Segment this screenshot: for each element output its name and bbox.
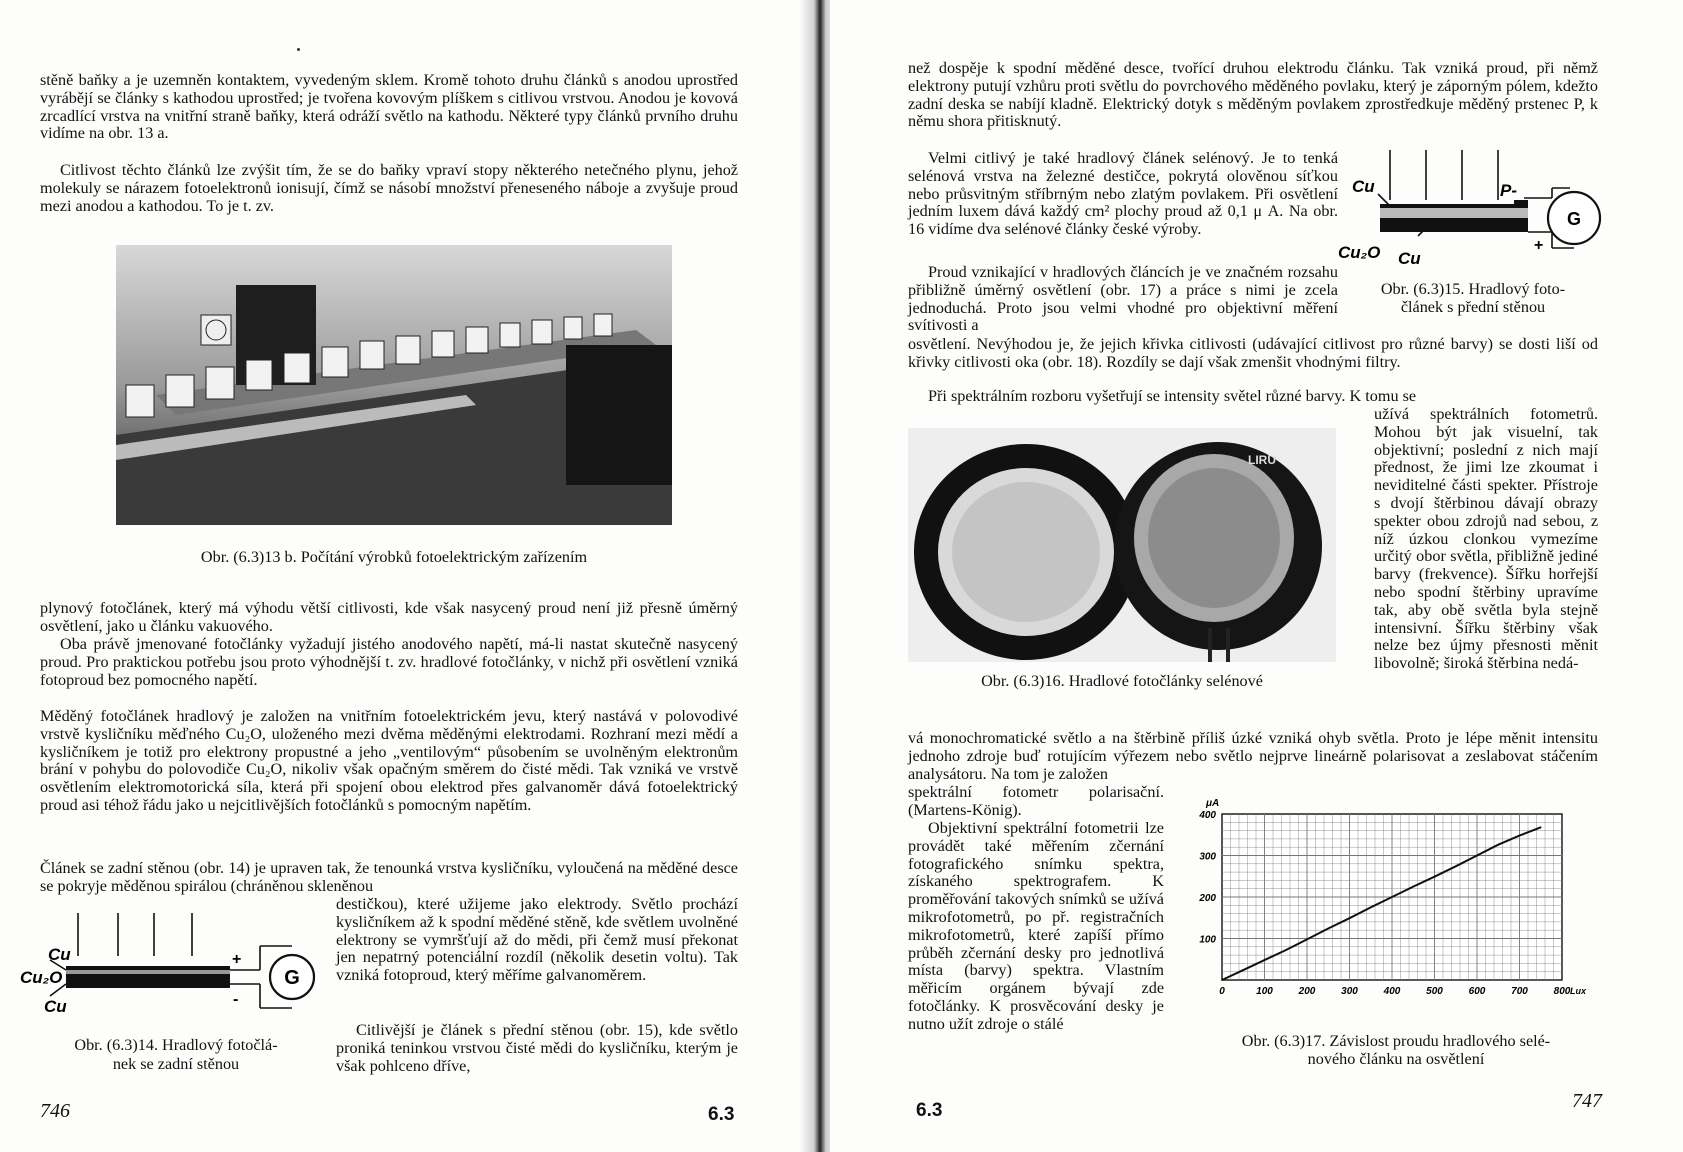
left-paragraph-4: Oba právě jmenované fotočlánky vyžadují jistého anodového napětí, má-li nastat skutečně nasycený proud. Pro praktickou potřebu jsou proto výhodnější t. zv. hradlové fotočlánky, v nichž při osvětlení vzniká fotoproud bez pomocného napětí. <box>40 635 738 689</box>
chart-point <box>1540 826 1542 828</box>
chart-x-tick-label: 700 <box>1511 986 1528 997</box>
chart-point <box>1349 917 1351 919</box>
chart-point <box>1412 886 1414 888</box>
chart-point <box>1242 969 1244 971</box>
fig15-label-ring: P- <box>1500 181 1517 200</box>
fig14-plus: + <box>232 951 242 968</box>
right-paragraph-8: spektrální fotometr polarisační. (Martens-König). <box>908 783 1164 819</box>
chart-point <box>1519 835 1521 837</box>
left-paragraph-1: stěně baňky a je uzemněn kontaktem, vyvedeným sklem. Kromě tohoto druhu článků s anodou uprostřed vyrábějí se články s kathodou uprostřed; je tvořena kovovým plíškem s citlivou vrstvou. Anodou je kovová zrcadlící vrstva na vnitřní straně baňky, která odráží světlo na kathodu. Některé typy článků prvního druhu vidíme na obr. 13 a. <box>40 71 738 143</box>
chart-y-tick-label: 200 <box>1199 893 1216 904</box>
fig15-plus: + <box>1534 237 1544 254</box>
chart-point <box>1306 939 1308 941</box>
right-page <box>830 0 1683 1152</box>
fig15-caption-line2: článek s přední stěnou <box>1400 298 1546 316</box>
fig15-label-bottom: Cu <box>1398 249 1421 268</box>
chart-x-tick-label: 500 <box>1426 986 1443 997</box>
fig13b-caption: Obr. (6.3)13 b. Počítání výrobků fotoelektrickým zařízením <box>200 548 588 566</box>
chart-x-tick-label: 800 <box>1553 986 1571 997</box>
left-paragraph-7: destičkou), které užijeme jako elektrody. Světlo prochází kysličníkem až k spodní měděné stěně, kde světlem uvolněné elektrony se vymršťují až do mědi, při čemž musí překonat jen nepatrný potenciální rozdíl (několik desetin voltu). Tak vzniká fotoproud, který měříme galvanoměrem. <box>336 895 738 985</box>
right-paragraph-4: osvětlení. Nevýhodou je, že jejich křivka citlivosti (udávající citlivost pro různé barvy) se dosti liší od křivky citlivosti oka (obr. 18). Rozdíly se dají však zmenšit vhodnými filtry. <box>908 335 1598 371</box>
fig17-chart <box>1170 796 1610 1016</box>
chart-point <box>1327 928 1329 930</box>
right-page-number: 747 <box>1572 1090 1602 1112</box>
speck <box>297 48 300 51</box>
chart-point <box>1391 896 1393 898</box>
chart-y-tick-label: 300 <box>1199 851 1216 863</box>
photo-selenium-cells <box>908 428 1336 662</box>
chart-x-ticks <box>1219 986 1587 997</box>
right-paragraph-1: než dospěje k spodní měděné desce, tvořící druhou elektrodu článku. Tak vzniká proud, při němž elektrony putují vzhůru proti světlu do povrchového měděného povlaku, který je záporným pólem, kdežto zadní deska se nabíjí kladně. Elektrický dotyk s měděným povlakem zprostředkuje měděný prstenec P, k němu shora přitisknutý. <box>908 59 1598 131</box>
chart-x-tick-label: 0 <box>1219 986 1225 997</box>
right-paragraph-9: Objektivní spektrální fotometrii lze provádět také měřením zčernání fotografického snímku spektra, získaného spektrografem. K proměřování takových snímků se užívá mikrofotometrů, po př. registračních mikrofotometrů, které zapíší přímo průběh zčernání desky pro jednotlivá místa (barvy) spektra. Vlastním měřicím orgánem bývají zde fotočlánky. K prosvěcování desky je nutno užít zdroje o stálé <box>908 819 1164 1033</box>
chart-y-tick-label: 400 <box>1199 810 1216 821</box>
fig15-diagram <box>1338 148 1608 273</box>
chart-x-tick-label: 200 <box>1298 986 1316 997</box>
chart-y-tick-label: 100 <box>1199 934 1216 946</box>
fig17-caption-line1: Obr. (6.3)17. Závislost proudu hradlového selé- <box>1241 1032 1551 1050</box>
fig13b-photo <box>116 245 672 525</box>
left-paragraph-6: Článek se zadní stěnou (obr. 14) je upraven tak, že tenounká vrstva kysličníku, vyloučená na měděné desce se pokryje měděnou spirálou (chráněnou skleněnou <box>40 859 738 895</box>
fig14-label-bottom: Cu <box>44 997 67 1016</box>
fig15-caption-line1: Obr. (6.3)15. Hradlový foto- <box>1380 280 1566 298</box>
chart-point <box>1264 959 1266 961</box>
left-paragraph-8: Citlivější je článek s přední stěnou (obr. 15), kde světlo proniká teninkou vrstvou čisté mědi do kysličníku, kterým je však pohlceno dříve, <box>336 1021 738 1075</box>
chart-point <box>1497 844 1499 846</box>
chart-point <box>1370 907 1372 909</box>
chart-x-tick-label: 300 <box>1341 986 1358 997</box>
chart-point <box>1221 979 1223 981</box>
chart-x-tick-label: 600 <box>1468 986 1486 997</box>
fig16-cell-brand: LIRU <box>1248 453 1276 467</box>
fig17-caption-line2: nového článku na osvětlení <box>1307 1050 1485 1068</box>
fig15-label-top: Cu <box>1352 177 1375 196</box>
left-page <box>0 0 830 1152</box>
left-section-number: 6.3 <box>708 1104 735 1125</box>
right-paragraph-7: vá monochromatické světlo a na štěrbině příliš úzké vzniká ohyb světla. Proto je lépe měnit intensitu jednoho zdroje buď rotujícím výřezem nebo světlo nejprve lineárně polarisovat a zeslabovat stáčením analysátoru. Na tom je založen <box>908 729 1598 783</box>
fig14-minus: - <box>233 991 239 1008</box>
left-paragraph-5: Měděný fotočlánek hradlový je založen na vnitřním fotoelektrickém jevu, který nastává v polovodivé vrstvě kysličníku měďného Cu₂O, uloženého mezi dvěma měděnými elektrodami. Rozhraní mezi mědí a kysličníkem je totiž pro elektrony propustné a jeho „ventilovým“ působením se uvolněným elektronům brání v pohybu do polovodiče Cu₂O, nikoliv však opačným směrem do čisté mědi. Tak vzniká ve vrstvě osvětlením elektromotorická síla, která při spojení obou elektrod přes galvanoměr dává fotoelektrický proud asi téhož řádu jako u nejcitlivějších fotočlánků s pomocným napětím. <box>40 707 738 814</box>
right-paragraph-3: Proud vznikající v hradlových článcích je ve značném rozsahu přibližně úměrný osvětlení (obr. 17) a práce s nimi je zcela jednoduchá. Proto jsou velmi vhodné pro objektivní měření svítivosti a <box>908 263 1338 335</box>
left-paragraph-3: plynový fotočlánek, který má výhodu větší citlivosti, kde však nasycený proud není již přesně úměrný osvětlení, jako u článku vakuového. <box>40 599 738 635</box>
fig14-caption-line2: nek se zadní stěnou <box>112 1055 240 1073</box>
chart-x-tick-label: 100 <box>1256 986 1273 997</box>
chart-x-axis-label: Lux <box>1569 986 1587 996</box>
photo-counting-apparatus <box>116 245 672 525</box>
chart-x-tick-label: 400 <box>1383 986 1401 997</box>
right-paragraph-6: užívá spektrálních fotometrů. Mohou být jak visuelní, tak objektivní; poslední z nich mají přednost, že jimi lze zkoumat i neviditelné části spekter. Přístroje s dvojí štěrbinou dávají obrazy spekter obou zdrojů nad sebou, z níž úzkou clonkou vymezíme určitý obor světla, přibližně jediné barvy (frekvence). Šířku horřejší nebo spodní štěrbiny upravíme tak, aby obě světla byla stejně intensivní. Šířku štěrbiny však nelze bez újmy přesnosti měnit libovolně; široká štěrbina nedá- <box>1374 405 1598 673</box>
fig15-label-middle: Cu₂O <box>1338 243 1381 262</box>
chart-y-ticks <box>1198 810 1216 946</box>
chart-point <box>1455 865 1457 867</box>
right-paragraph-2: Velmi citlivý je také hradlový článek selénový. Je to tenká selénová vrstva na železné destičce, pokrytá olověnou síťkou nebo průsvitným stříbrným nebo zlatým povlakem. Při osvětlení jedním luxem dává každý cm² plochy proud až 0,1 μ A. Na obr. 16 vidíme dva selénové články české výroby. <box>908 149 1338 239</box>
chart-point <box>1476 855 1478 857</box>
right-section-number: 6.3 <box>916 1100 943 1121</box>
fig15-meter-label: G <box>1566 209 1582 229</box>
chart-point <box>1285 949 1287 951</box>
fig16-photo <box>908 428 1336 662</box>
fig14-label-top: Cu <box>48 945 71 964</box>
fig14-diagram <box>20 908 320 1028</box>
fig14-meter-label: G <box>284 967 300 989</box>
right-paragraph-5: Při spektrálním rozboru vyšetřují se intensity světel různé barvy. K tomu se <box>928 387 1417 405</box>
chart-point <box>1434 876 1436 878</box>
left-page-number: 746 <box>40 1100 70 1122</box>
chart-y-axis-label: μA <box>1206 798 1220 809</box>
fig14-caption-line1: Obr. (6.3)14. Hradlový fotočlá- <box>74 1036 278 1054</box>
fig16-caption: Obr. (6.3)16. Hradlové fotočlánky selénové <box>981 672 1263 690</box>
fig14-label-middle: Cu₂O <box>20 968 63 987</box>
left-paragraph-2: Citlivost těchto článků lze zvýšit tím, že se do baňky vpraví stopy některého netečného plynu, jehož molekuly se nárazem fotoelektronů ionisují, čímž se násobí množství přeneseného náboje a zvyšuje proud mezi anodou a kathodou. To je t. zv. <box>40 161 738 215</box>
